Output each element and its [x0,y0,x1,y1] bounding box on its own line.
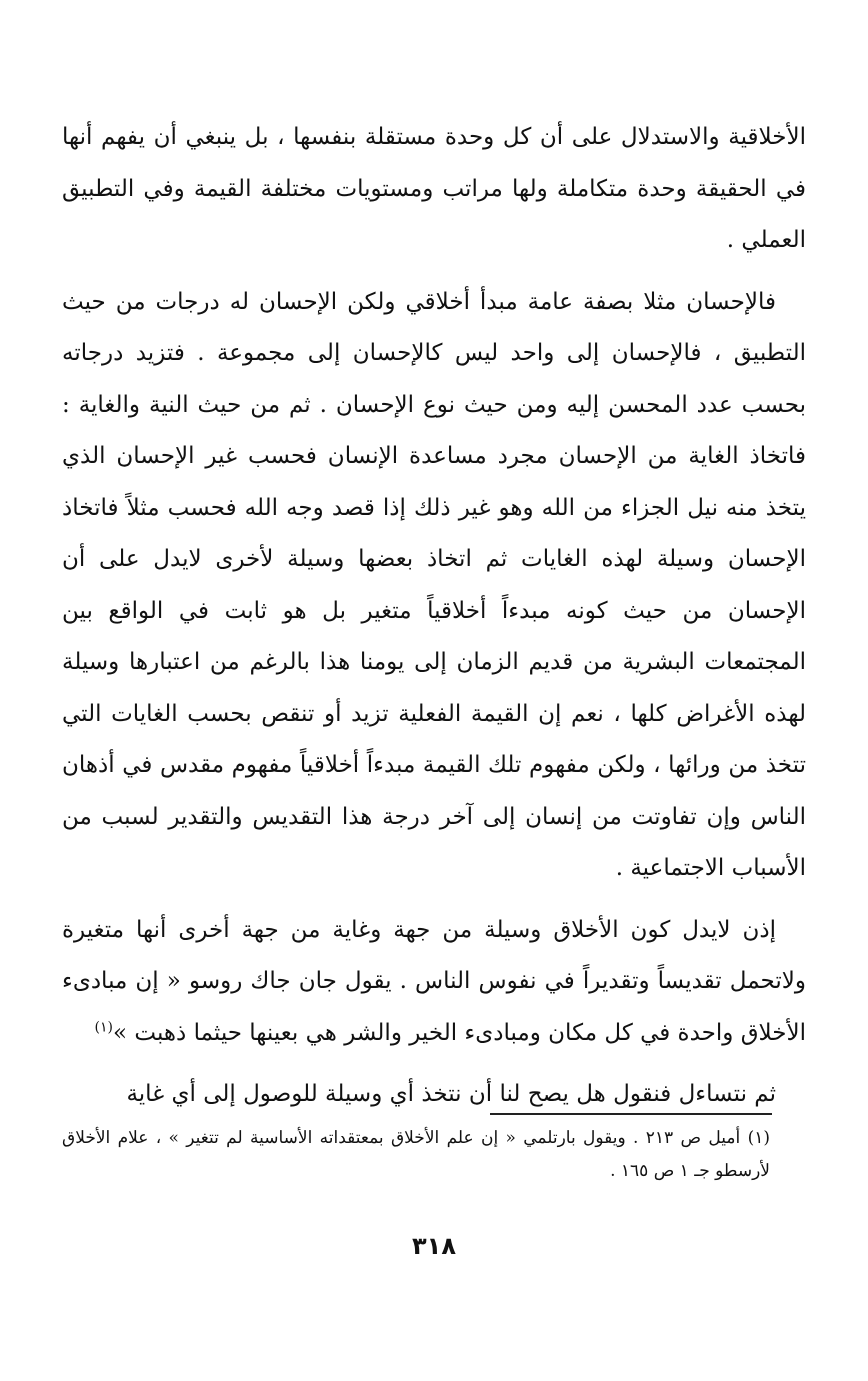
footnotes [62,1122,770,1188]
paragraph-1: الأخلاقية والاستدلال على أن كل وحدة مستقلة بنفسها ، بل ينبغي أن يفهم أنها في الحقيقة وحدة متكاملة ولها مراتب ومستويات مختلفة القيمة وفي التطبيق العملي . [62,124,806,253]
footnote-1: (١) أميل ص ٢١٣ . ويقول بارتلمي « إن علم الأخلاق بمعتقداته الأساسية لم تتغير » ، علام الأخلاق لأرسطو جـ ١ ص ١٦٥ . [62,1128,770,1181]
paragraph-4: ثم نتساءل فنقول هل يصح لنا أن نتخذ أي وسيلة للوصول إلى أي غاية [126,1081,776,1107]
page-number: ٣١٨ [412,1232,456,1260]
paragraph-3-text: إذن لايدل كون الأخلاق وسيلة من جهة وغاية من جهة أخرى أنها متغيرة ولاتحمل تقديساً وتقديراً في نفوس الناس . يقول جان جاك روسو « إن مبادىء الأخلاق واحدة في كل مكان ومبادىء الخير والشر هي بعينها حيثما ذهبت » [62,916,806,1046]
page-body [62,112,806,1121]
paragraph-2: فالإحسان مثلا بصفة عامة مبدأ أخلاقي ولكن الإحسان له درجات من حيث التطبيق ، فالإحسان إلى واحد ليس كالإحسان إلى مجموعة . فتزيد درجاته بحسب عدد المحسن إليه ومن حيث نوع الإحسان . ثم من حيث النية والغاية : فاتخاذ الغاية من الإحسان مجرد مساعدة الإنسان فحسب غير الإحسان الذي يتخذ منه نيل الجزاء من الله وهو غير ذلك إذا قصد وجه الله فحسب مثلاً فاتخاذ الإحسان وسيلة لهذه الغايات ثم اتخاذ بعضها وسيلة لأخرى لايدل على أن الإحسان من حيث كونه مبدءاً أخلاقياً متغير بل هو ثابت في الواقع بين المجتمعات البشرية من قديم الزمان إلى يومنا هذا بالرغم من اعتبارها وسيلة لهذه الأغراض كلها ، نعم إن القيمة الفعلية تزيد أو تنقص بحسب الغايات التي تتخذ من ورائها ، ولكن مفهوم تلك القيمة مبدءاً أخلاقياً مفهوم مقدس في أذهان الناس وإن تفاوتت من إنسان إلى آخر درجة هذا التقديس والتقدير لسبب من الأسباب الاجتماعية . [62,288,806,881]
footnote-divider [490,1113,772,1115]
footnote-reference: (١) [94,1018,113,1035]
paragraph-3 [62,905,806,1060]
